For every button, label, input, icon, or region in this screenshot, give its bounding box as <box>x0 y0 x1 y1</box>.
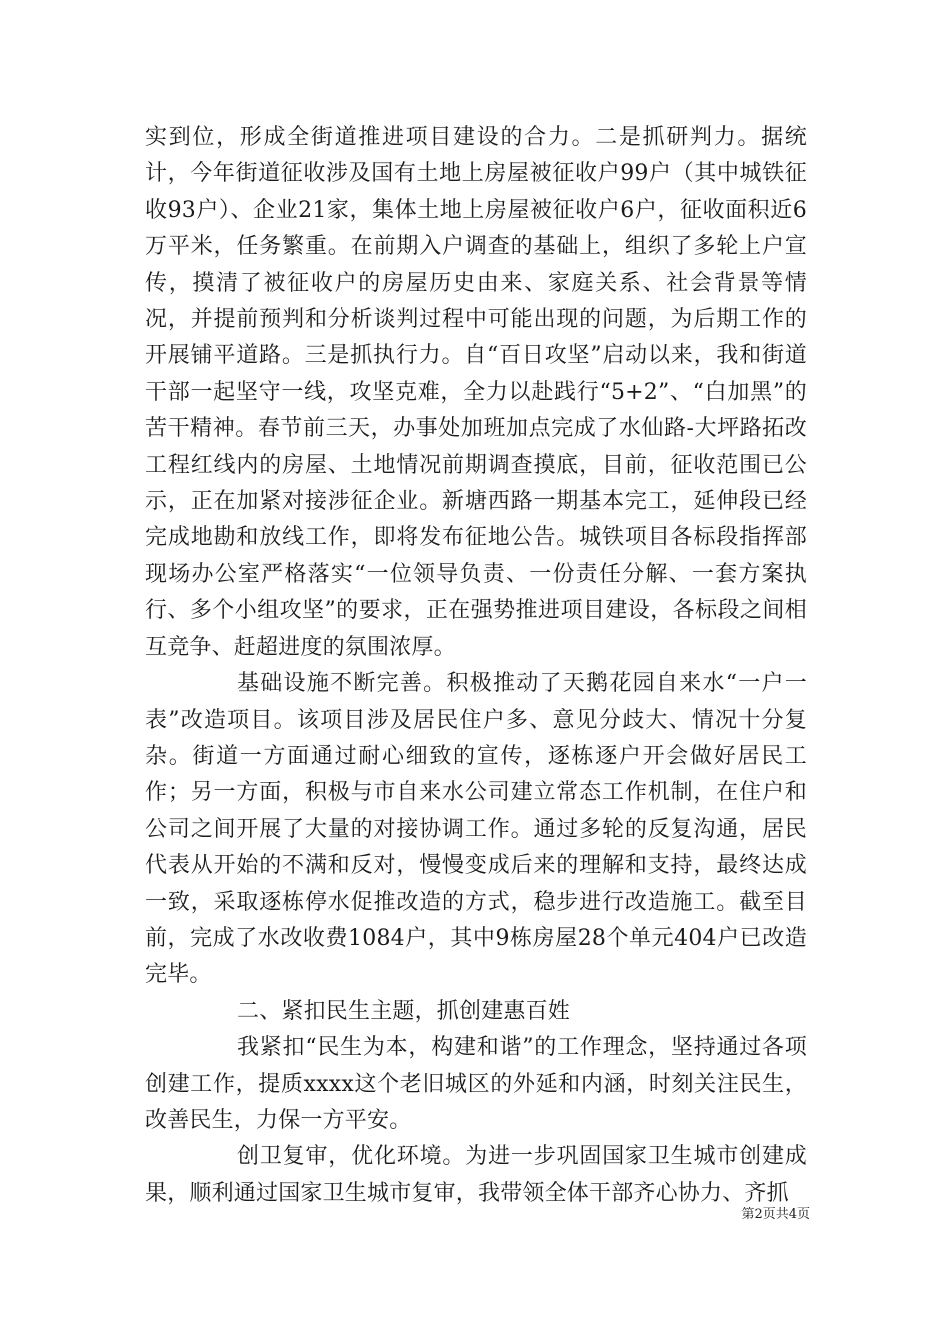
paragraph-1: 实到位，形成全街道推进项目建设的合力。二是抓研判力。据统计，今年街道征收涉及国有土地上房屋被征收户99户（其中城铁征收93户）、企业21家，集体土地上房屋被征收户6户，征收面积近6万平米，任务繁重。在前期入户调查的基础上，组织了多轮上户宣传，摸清了被征收户的房屋历史由来、家庭关系、社会背景等情况，并提前预判和分析谈判过程中可能出现的问题，为后期工作的开展铺平道路。三是抓执行力。自“百日攻坚”启动以来，我和街道干部一起坚守一线，攻坚克难，全力以赴践行“5+2”、“白加黑”的苦干精神。春节前三天，办事处加班加点完成了水仙路-大坪路拓改工程红线内的房屋、土地情况前期调查摸底，目前，征收范围已公示，正在加紧对接涉征企业。新塘西路一期基本完工，延伸段已经完成地勘和放线工作，即将发布征地公告。城铁项目各标段指挥部现场办公室严格落实“一位领导负责、一份责任分解、一套方案执行、多个小组攻坚”的要求，正在强势推进项目建设，各标段之间相互竞争、赶超进度的氛围浓厚。 <box>145 125 807 660</box>
section-heading: 二、紧扣民生主题，抓创建惠百姓 <box>237 998 571 1024</box>
paragraph-4: 创卫复审，优化环境。为进一步巩固国家卫生城市创建成果，顺利通过国家卫生城市复审，我带领全体干部齐心协力、齐抓 <box>145 1144 807 1206</box>
paragraph-3: 我紧扣“民生为本，构建和谐”的工作理念，坚持通过各项创建工作，提质xxxx这个老旧城区的外延和内涵，时刻关注民生，改善民生，力保一方平安。 <box>145 1035 807 1133</box>
document-body <box>145 120 807 1212</box>
paragraph-2: 基础设施不断完善。积极推动了天鹅花园自来水“一户一表”改造项目。该项目涉及居民住户多、意见分歧大、情况十分复杂。街道一方面通过耐心细致的宣传，逐栋逐户开会做好居民工作；另一方面，积极与市自来水公司建立常态工作机制，在住户和公司之间开展了大量的对接协调工作。通过多轮的反复沟通，居民代表从开始的不满和反对，慢慢变成后来的理解和支持，最终达成一致，采取逐栋停水促推改造的方式，稳步进行改造施工。截至目前，完成了水改收费1084户，其中9栋房屋28个单元404户已改造完毕。 <box>145 671 807 988</box>
page-number-footer: 第2页共4页 <box>741 1207 810 1222</box>
